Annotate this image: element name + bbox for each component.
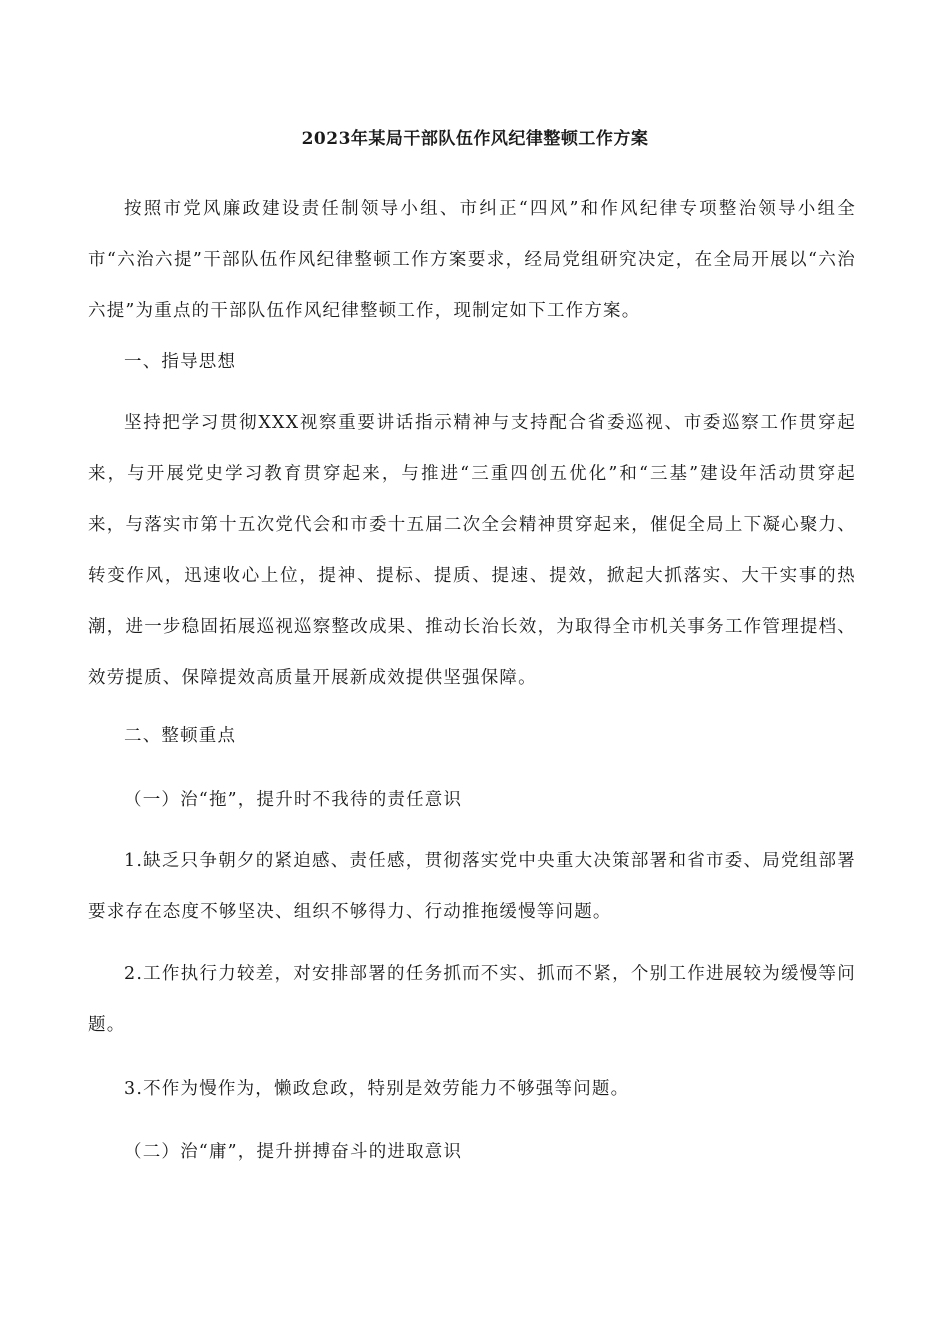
- section-heading-guiding-ideology: 一、指导思想: [124, 352, 237, 372]
- intro-paragraph: 按照市党风廉政建设责任制领导小组、市纠正“四风”和作风纪律专项整治领导小组全市“六治六提”干部队伍作风纪律整顿工作方案要求，经局党组研究决定，在全局开展以“六治六提”为重点的干部队伍作风纪律整顿工作，现制定如下工作方案。: [88, 199, 856, 321]
- list-item: 1.缺乏只争朝夕的紧迫感、责任感，贯彻落实党中央重大决策部署和省市委、局党组部署要求存在态度不够坚决、组织不够得力、行动推拖缓慢等问题。: [88, 851, 856, 922]
- list-item: 3.不作为慢作为，懒政怠政，特别是效劳能力不够强等问题。: [124, 1079, 630, 1099]
- subsection-heading-1: （一）治“拖”，提升时不我待的责任意识: [124, 790, 463, 810]
- document-title: 2023年某局干部队伍作风纪律整顿工作方案: [301, 129, 649, 149]
- guiding-ideology-paragraph: 坚持把学习贯彻XXX视察重要讲话指示精神与支持配合省委巡视、市委巡察工作贯穿起来，与开展党史学习教育贯穿起来，与推进“三重四创五优化”和“三基”建设年活动贯穿起来，与落实市第十五次党代会和市委十五届二次全会精神贯穿起来，催促全局上下凝心聚力、转变作风，迅速收心上位，提神、提标、提质、提速、提效，掀起大抓落实、大干实事的热潮，进一步稳固拓展巡视巡察整改成果、推动长治长效，为取得全市机关事务工作管理提档、效劳提质、保障提效高质量开展新成效提供坚强保障。: [88, 413, 856, 688]
- list-item: 2.工作执行力较差，对安排部署的任务抓而不实、抓而不紧，个别工作进展较为缓慢等问题。: [88, 964, 856, 1035]
- subsection-heading-2: （二）治“庸”，提升拼搏奋斗的进取意识: [124, 1142, 463, 1162]
- section-heading-rectification-focus: 二、整顿重点: [124, 726, 237, 746]
